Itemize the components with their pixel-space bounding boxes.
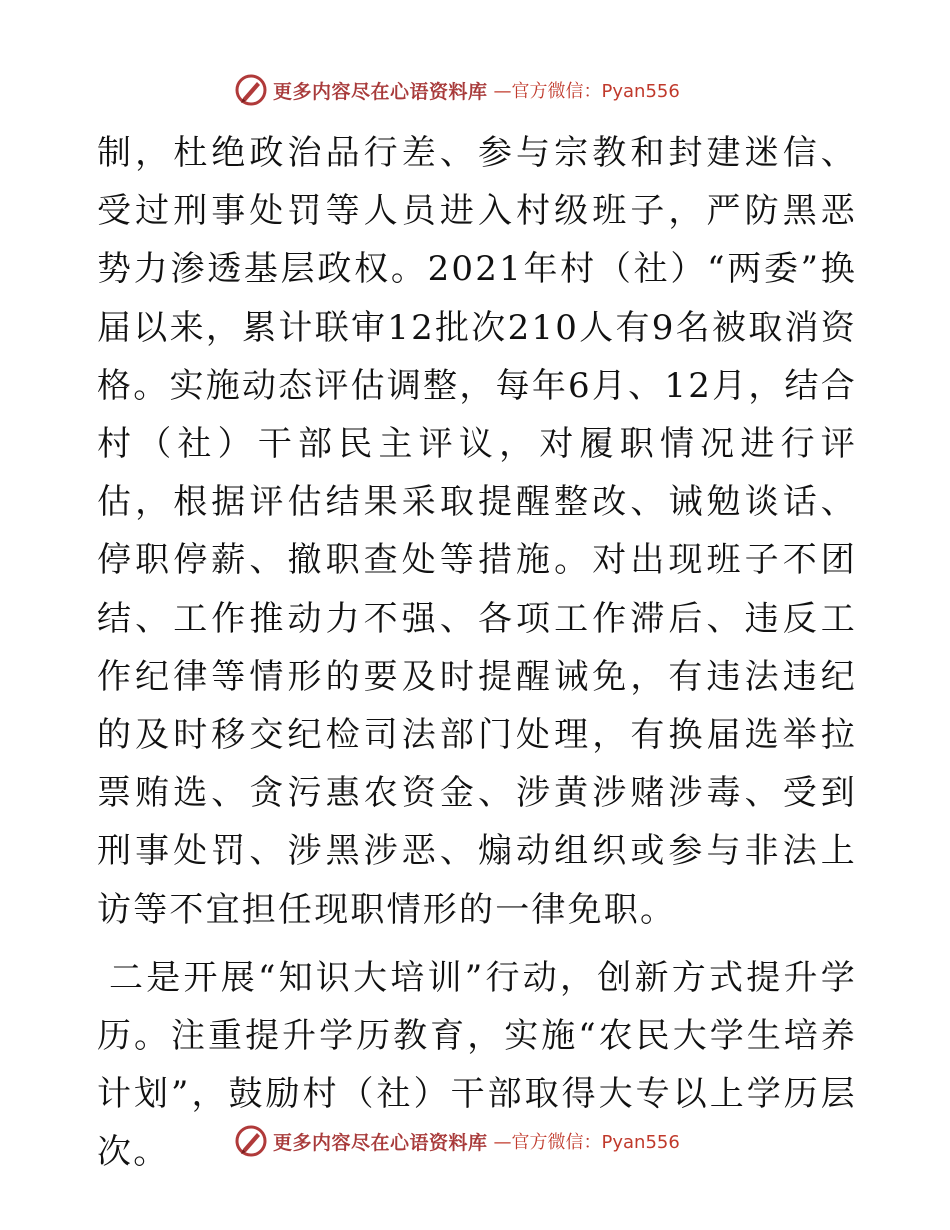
paragraph-2: 二是开展“知识大培训”行动，创新方式提升学历。注重提升学历教育，实施“农民大学生培养计划”，鼓励村（社）干部取得大专以上学历层次。 (97, 957, 857, 1173)
footer-watermark (233, 1123, 680, 1159)
watermark-brand: 更多内容尽在心语资料库 (273, 80, 488, 103)
pen-nib-logo-icon (233, 72, 269, 108)
header-watermark (233, 72, 680, 108)
paragraph-1: 制，杜绝政治品行差、参与宗教和封建迷信、受过刑事处罚等人员进入村级班子，严防黑恶势力渗透基层政权。2021年村（社）“两委”换届以来，累计联审12批次210人有9名被取消资格。实施动态评估调整，每年6月、12月，结合村（社）干部民主评议，对履职情况进行评估，根据评估结果采取提醒整改、诫勉谈话、停职停薪、撤职查处等措施。对出现班子不团结、工作推动力不强、各项工作滞后、违反工作纪律等情形的要及时提醒诫免，有违法违纪的及时移交纪检司法部门处理，有换届选举拉票贿选、贪污惠农资金、涉黄涉赌涉毒、受到刑事处罚、涉黑涉恶、煽动组织或参与非法上访等不宜担任现职情形的一律免职。 (97, 133, 857, 930)
watermark-contact: —官方微信：Pyan556 (493, 1132, 680, 1153)
document-body (97, 124, 857, 1182)
watermark-brand: 更多内容尽在心语资料库 (273, 1131, 488, 1154)
pen-nib-logo-icon (233, 1123, 269, 1159)
watermark-contact: —官方微信：Pyan556 (493, 81, 680, 102)
